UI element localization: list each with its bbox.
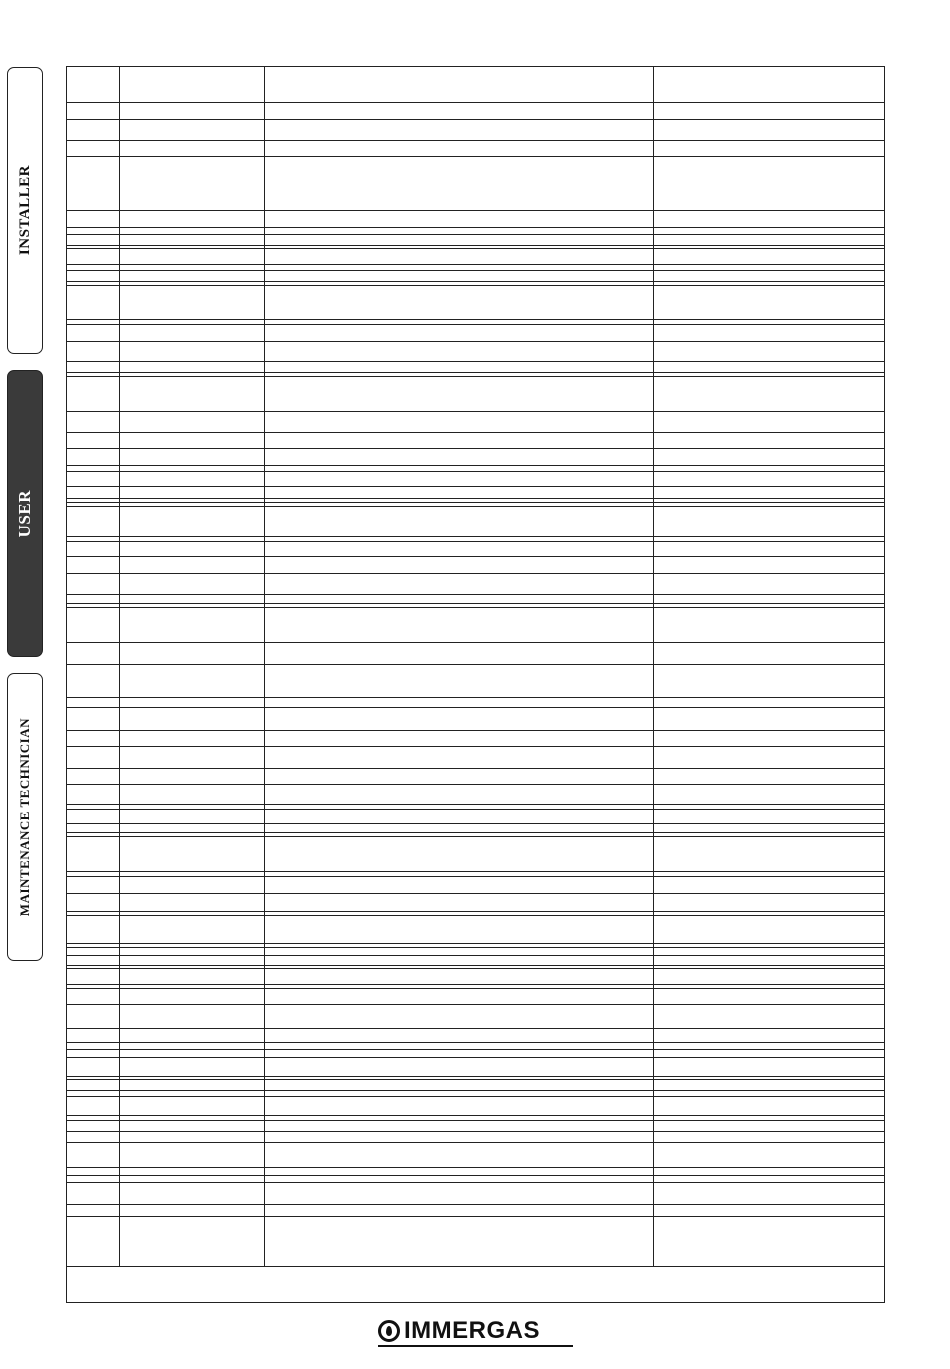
table-footer-cell [67,1267,884,1302]
table-row-divider [67,1096,884,1097]
table-row-divider [67,911,884,912]
table-row-divider [67,1216,884,1217]
table-row-divider [67,768,884,769]
table-row-divider [67,876,884,877]
table-row-divider [67,836,884,837]
table-row-divider [67,432,884,433]
table-row-divider [67,506,884,507]
table-row-divider [67,119,884,120]
table-row-divider [67,573,884,574]
table-row-divider [67,448,884,449]
table-row-divider [67,210,884,211]
table-row-divider [67,361,884,362]
table-column-divider [653,67,654,1267]
section-tab-installer-label: INSTALLER [16,165,33,256]
section-tab-technician[interactable] [7,673,43,961]
table-row-divider [67,871,884,872]
table-row-divider [67,784,884,785]
table-row-divider [67,486,884,487]
brand-name: IMMERGAS [404,1317,540,1344]
table-row-divider [67,1049,884,1050]
table-row-divider [67,1028,884,1029]
table-row-divider [67,248,884,249]
table-row-divider [67,1057,884,1058]
section-tab-installer[interactable] [7,67,43,354]
section-tab-user-label: USER [15,489,34,538]
table-row-divider [67,285,884,286]
table-row-divider [67,234,884,235]
table-row-divider [67,1090,884,1091]
table-row-divider [67,1120,884,1121]
table-row-divider [67,955,884,956]
table-row-divider [67,594,884,595]
empty-table [66,66,885,1303]
table-row-divider [67,245,884,246]
table-row-divider [67,730,884,731]
table-row-divider [67,697,884,698]
table-row-divider [67,1115,884,1116]
table-row-divider [67,968,884,969]
table-row-divider [67,988,884,989]
table-row-divider [67,1042,884,1043]
table-row-divider [67,502,884,503]
logo-underline [378,1345,573,1347]
table-row-divider [67,1131,884,1132]
table-row-divider [67,156,884,157]
table-row-divider [67,281,884,282]
table-row-divider [67,465,884,466]
table-row-divider [67,536,884,537]
table-row-divider [67,832,884,833]
table-row-divider [67,1182,884,1183]
table-row-divider [67,603,884,604]
table-row-divider [67,1175,884,1176]
table-row-divider [67,227,884,228]
table-row-divider [67,1204,884,1205]
table-row-divider [67,943,884,944]
table-row-divider [67,707,884,708]
table-row-divider [67,372,884,373]
table-row-divider [67,1142,884,1143]
table-row-divider [67,341,884,342]
table-row-divider [67,556,884,557]
section-tab-user[interactable] [7,370,43,657]
table-row-divider [67,893,884,894]
table-row-divider [67,264,884,265]
table-row-divider [67,541,884,542]
brand-logo [378,1316,540,1346]
table-row-divider [67,1076,884,1077]
table-row-divider [67,1004,884,1005]
table-row-divider [67,140,884,141]
table-row-divider [67,965,884,966]
table-column-divider [119,67,120,1267]
table-row-divider [67,324,884,325]
table-row-divider [67,915,884,916]
table-row-divider [67,823,884,824]
table-row-divider [67,664,884,665]
table-row-divider [67,642,884,643]
table-row-divider [67,102,884,103]
table-row-divider [67,1079,884,1080]
table-row-divider [67,607,884,608]
section-tab-technician-label: MAINTENANCE TECHNICIAN [17,717,32,917]
flame-icon [378,1320,400,1342]
table-row-divider [67,804,884,805]
table-row-divider [67,376,884,377]
table-row-divider [67,270,884,271]
table-row-divider [67,319,884,320]
table-row-divider [67,809,884,810]
table-row-divider [67,471,884,472]
table-row-divider [67,411,884,412]
table-row-divider [67,498,884,499]
table-row-divider [67,746,884,747]
table-row-divider [67,947,884,948]
table-row-divider [67,1167,884,1168]
table-row-divider [67,984,884,985]
table-column-divider [264,67,265,1267]
